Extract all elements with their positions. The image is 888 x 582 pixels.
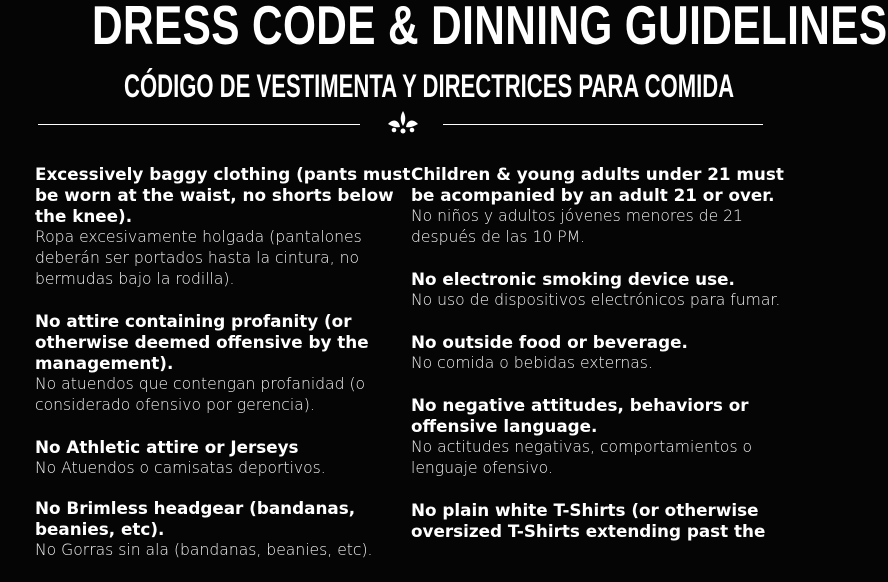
page-title: DRESS CODE & DINNING GUIDELINES (92, 0, 888, 56)
guideline-english: No Athletic attire or Jerseys (35, 437, 299, 457)
guideline-english: No electronic smoking device use. (411, 269, 735, 289)
guideline-spanish: No atuendos que contengan profanidad (o considerado ofensivo por gerencia). (35, 375, 366, 414)
guideline-spanish: No actitudes negativas, comportamientos o lenguaje ofensivo. (411, 438, 753, 477)
guideline-spanish: No Gorras sin ala (bandanas, beanies, etc). (35, 541, 373, 559)
fleur-ornament-icon (382, 108, 424, 136)
guideline-item (411, 164, 796, 248)
guideline-spanish: No Atuendos o camisatas deportivos. (35, 459, 326, 477)
guideline-spanish: No uso de dispositivos electrónicos para fumar. (411, 291, 781, 309)
guideline-item (411, 269, 796, 311)
guideline-english: No outside food or beverage. (411, 332, 688, 352)
guideline-english: No plain white T-Shirts (or otherwise oversized T-Shirts extending past the (411, 500, 766, 541)
left-divider-line (38, 124, 360, 125)
guideline-item (35, 437, 430, 479)
guideline-item (35, 164, 430, 290)
left-guidelines-column (35, 164, 430, 582)
guideline-english: No negative attitudes, behaviors or offensive language. (411, 395, 749, 436)
right-divider-line (443, 124, 763, 125)
guideline-english: No Brimless headgear (bandanas, beanies, etc). (35, 498, 356, 539)
guideline-english: Excessively baggy clothing (pants must be worn at the waist, no shorts below the knee). (35, 164, 411, 226)
guideline-item (411, 395, 796, 479)
guideline-item (411, 500, 796, 542)
guideline-english: Children & young adults under 21 must be acompanied by an adult 21 or over. (411, 164, 784, 205)
guideline-english: No attire containing profanity (or otherwise deemed offensive by the management). (35, 311, 369, 373)
guideline-item (411, 332, 796, 374)
guideline-spanish: Ropa excesivamente holgada (pantalones deberán ser portados hasta la cintura, no bermudas bajo la rodilla). (35, 228, 362, 288)
guideline-spanish: No comida o bebidas externas. (411, 354, 653, 372)
guideline-item (35, 311, 430, 416)
page-subtitle: CÓDIGO DE VESTIMENTA Y DIRECTRICES PARA COMIDA (124, 68, 735, 104)
right-guidelines-column (411, 164, 796, 563)
guideline-item (35, 498, 430, 561)
guideline-spanish: No niños y adultos jóvenes menores de 21 después de las 10 PM. (411, 207, 743, 246)
